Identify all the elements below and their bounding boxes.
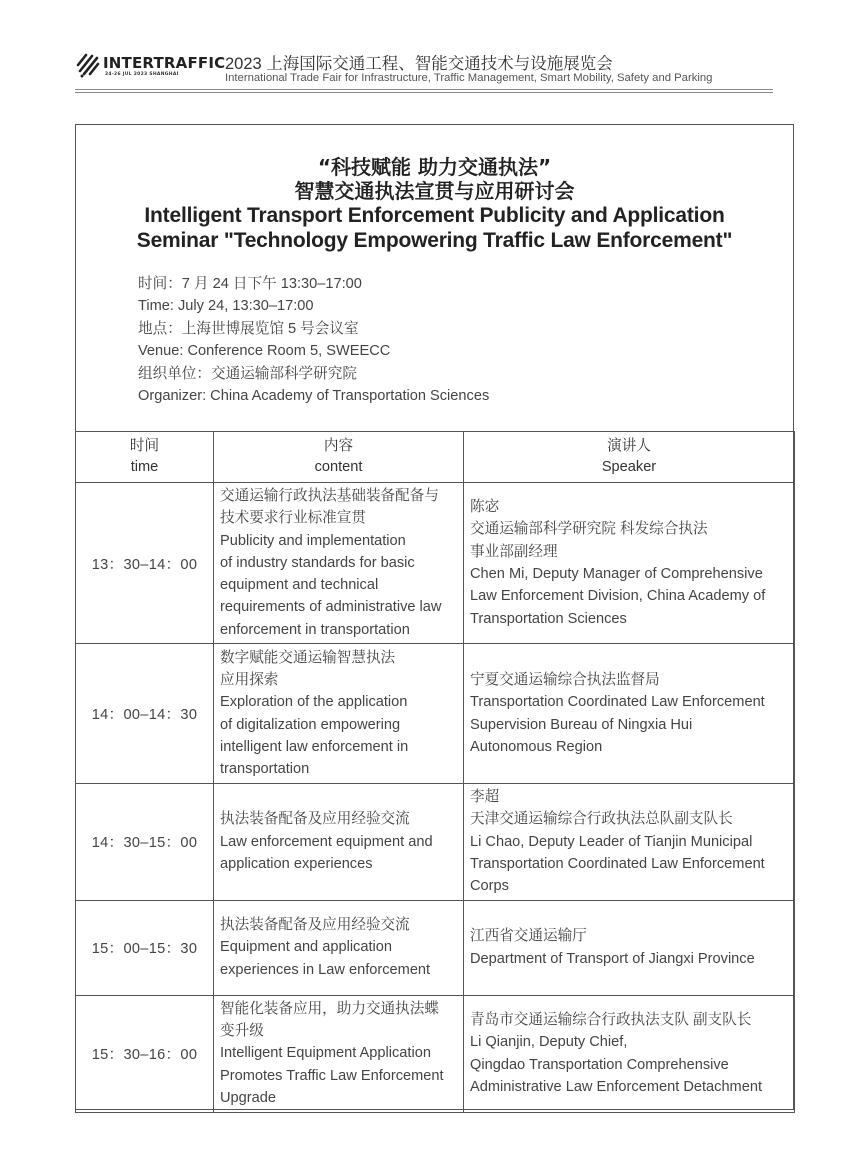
intertraffic-logo <box>75 50 226 84</box>
session-speaker: 陈宓 交通运输部科学研究院 科发综合执法 事业部副经理 Chen Mi, Deputy Manager of Comprehensive Law Enforcement Division, China Academy of Transportation Sciences <box>464 483 795 644</box>
session-time: 15：30–16：00 <box>76 995 214 1112</box>
logo-wordmark: INTERTRAFFIC <box>103 54 226 72</box>
seminar-title-en-line1: Intelligent Transport Enforcement Publicity and Application <box>144 204 725 227</box>
column-header-speaker: 演讲人 Speaker <box>464 432 795 483</box>
session-content: 智能化装备应用，助力交通执法蝶 变升级 Intelligent Equipment Application Promotes Traffic Law Enforcement Upgrade <box>214 995 464 1112</box>
info-organizer-cn: 组织单位：交通运输部科学研究院 <box>138 365 357 382</box>
seminar-info <box>138 273 489 407</box>
info-time-en: Time: July 24, 13:30–17:00 <box>138 298 314 315</box>
intertraffic-slash-mark-icon <box>75 52 101 78</box>
session-content: 执法装备配备及应用经验交流 Law enforcement equipment and application experiences <box>214 784 464 900</box>
info-time-cn: 时间：7 月 24 日下午 13:30–17:00 <box>138 276 362 292</box>
header-divider <box>75 89 773 90</box>
session-speaker: 李超 天津交通运输综合行政执法总队副支队长 Li Chao, Deputy Leader of Tianjin Municipal Transportation Coordinated Law Enforcement Corps <box>464 784 795 900</box>
seminar-title-cn-line2: 智慧交通执法宣贯与应用研讨会 <box>294 179 575 203</box>
table-header-row <box>76 432 795 483</box>
session-content: 执法装备配备及应用经验交流 Equipment and application experiences in Law enforcement <box>214 900 464 995</box>
session-speaker: 青岛市交通运输综合行政执法支队 副支队长 Li Qianjin, Deputy Chief, Qingdao Transportation Comprehensive Administrative Law Enforcement Detachment <box>464 995 795 1112</box>
table-row <box>76 784 795 900</box>
seminar-title-en-line2: Seminar "Technology Empowering Traffic Law Enforcement" <box>136 229 733 252</box>
info-venue-en: Venue: Conference Room 5, SWEECC <box>138 343 391 360</box>
table-row <box>76 644 795 784</box>
session-content: 数字赋能交通运输智慧执法 应用探索 Exploration of the application of digitalization empowering intelligent law enforcement in transportation <box>214 644 464 784</box>
fair-title-cn: 2023 上海国际交通工程、智能交通技术与设施展览会 <box>225 55 613 73</box>
table-row <box>76 483 795 644</box>
page-header <box>75 48 775 88</box>
session-content: 交通运输行政执法基础装备配备与 技术要求行业标准宣贯 Publicity and implementation of industry standards for basic equipment and technical requirements of administrative law enforcement in transportation <box>214 483 464 644</box>
column-header-time: 时间 time <box>76 432 214 483</box>
session-time: 13：30–14：00 <box>76 483 214 644</box>
column-header-content: 内容 content <box>214 432 464 483</box>
info-venue-cn: 地点：上海世博展览馆 5 号会议室 <box>138 320 359 337</box>
session-time: 14：00–14：30 <box>76 644 214 784</box>
session-time: 14：30–15：00 <box>76 784 214 900</box>
header-divider-secondary <box>75 92 773 93</box>
session-speaker: 宁夏交通运输综合执法监督局 Transportation Coordinated Law Enforcement Supervision Bureau of Ningxia Hui Autonomous Region <box>464 644 795 784</box>
session-speaker: 江西省交通运输厅 Department of Transport of Jiangxi Province <box>464 900 795 995</box>
seminar-title <box>76 155 793 253</box>
table-row <box>76 900 795 995</box>
schedule-table <box>75 431 795 1113</box>
seminar-title-cn-line1: “科技赋能 助力交通执法” <box>317 155 552 179</box>
seminar-panel <box>75 124 794 1110</box>
table-row <box>76 995 795 1112</box>
fair-title-en: International Trade Fair for Infrastructure, Traffic Management, Smart Mobility, Safety and Parking <box>225 72 713 84</box>
info-organizer-en: Organizer: China Academy of Transportation Sciences <box>138 388 490 405</box>
session-time: 15：00–15：30 <box>76 900 214 995</box>
logo-subline: 24-26 JUL 2023 SHANGHAI <box>105 72 179 77</box>
